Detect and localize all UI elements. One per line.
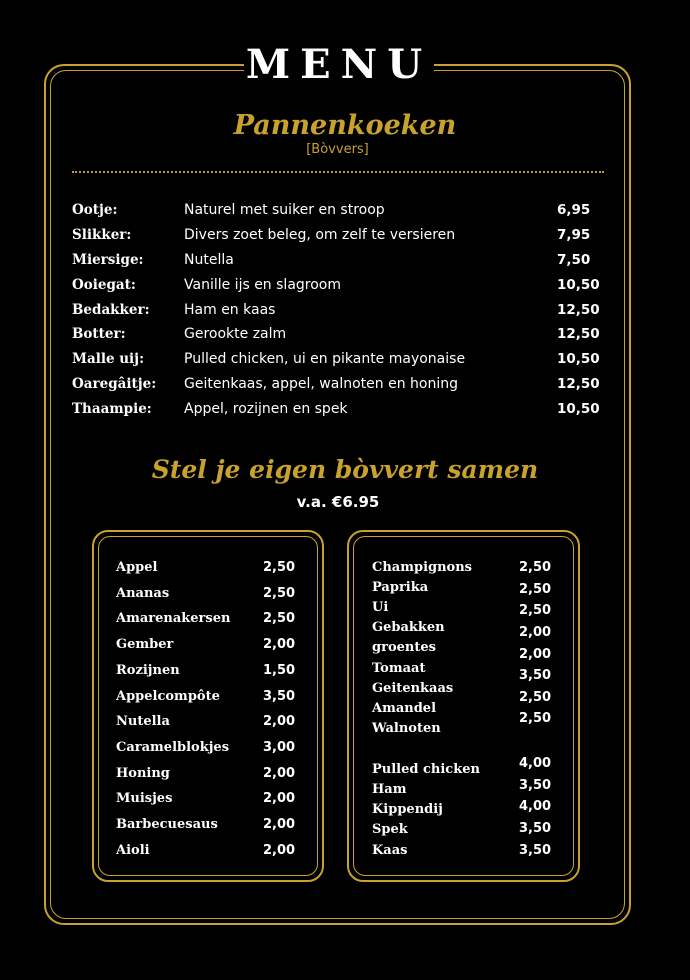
topping-price: 2,50	[263, 585, 296, 601]
topping-price: 2,50	[519, 560, 552, 575]
item-desc: Pulled chicken, ui en pikante mayonaise	[184, 351, 466, 368]
item-name: Oaregâitje:	[72, 375, 157, 392]
from-price: v.a. €6.95	[296, 493, 380, 511]
menu-item	[72, 297, 602, 322]
topping-price: 3,50	[519, 668, 552, 683]
pannenkoeken-heading: Pannenkoeken	[233, 110, 457, 141]
topping-name: Ham	[372, 782, 407, 797]
item-price: 10,50	[557, 400, 600, 417]
item-price: 10,50	[557, 276, 600, 293]
topping-name: Nutella	[116, 714, 170, 730]
item-price: 12,50	[557, 301, 600, 318]
topping-price: 2,50	[263, 560, 296, 575]
topping-name: Kippendij	[372, 802, 443, 817]
topping-name: Paprika	[372, 580, 429, 595]
topping-name: groentes	[372, 640, 436, 655]
pannenkoeken-list	[72, 198, 602, 421]
item-price: 12,50	[557, 326, 600, 343]
topping-name: Appel	[116, 560, 158, 575]
topping-price: 4,00	[519, 799, 552, 814]
topping-price: 4,00	[519, 756, 552, 771]
item-price: 6,95	[557, 202, 591, 219]
menu-title: MENU	[245, 41, 433, 88]
topping-price: 2,00	[263, 817, 296, 832]
topping-name: Kaas	[372, 843, 408, 858]
item-name: Slikker:	[72, 227, 132, 244]
topping-price: 3,50	[519, 778, 552, 793]
topping-price: 2,00	[519, 625, 552, 640]
item-desc: Geitenkaas, appel, walnoten en honing	[184, 375, 458, 392]
item-name: Bedakker:	[72, 301, 150, 318]
topping-name: Aioli	[116, 842, 150, 858]
topping-price: 3,00	[263, 739, 296, 755]
topping-name: Gember	[116, 637, 174, 653]
topping-price: 2,00	[263, 714, 296, 730]
item-desc: Ham en kaas	[184, 301, 276, 318]
item-desc: Divers zoet beleg, om zelf te versieren	[184, 227, 456, 244]
menu-item	[72, 396, 602, 421]
bovvers-subtitle: [Bòvvers]	[306, 142, 369, 157]
build-your-own-heading: Stel je eigen bòvvert samen	[151, 455, 539, 484]
topping-name: Caramelblokjes	[116, 739, 230, 755]
item-desc: Vanille ijs en slagroom	[184, 276, 342, 293]
topping-price: 2,00	[263, 765, 296, 781]
dotted-divider	[72, 171, 604, 173]
menu-item	[72, 198, 602, 223]
menu-item	[72, 248, 602, 273]
topping-name: Amarenakersen	[116, 611, 231, 627]
topping-price: 2,50	[519, 690, 552, 705]
topping-name: Pulled chicken	[372, 762, 480, 777]
topping-name: Barbecuesaus	[116, 817, 218, 832]
topping-price: 1,50	[263, 662, 296, 678]
topping-price: 2,00	[263, 791, 296, 807]
topping-name: Ui	[372, 600, 389, 615]
item-name: Botter:	[72, 326, 126, 343]
topping-name: Rozijnen	[116, 662, 180, 678]
topping-name: Tomaat	[372, 661, 426, 676]
item-desc: Naturel met suiker en stroop	[184, 202, 385, 219]
topping-price: 2,50	[519, 711, 552, 726]
item-name: Malle uij:	[72, 351, 145, 368]
topping-name: Amandel	[372, 701, 437, 716]
item-price: 7,50	[557, 251, 591, 268]
topping-price: 2,50	[263, 611, 296, 627]
item-name: Miersige:	[72, 251, 144, 268]
topping-price: 2,00	[263, 842, 296, 858]
menu-item	[72, 223, 602, 248]
topping-price: 2,00	[519, 647, 552, 662]
item-desc: Nutella	[184, 251, 234, 268]
topping-price: 3,50	[263, 688, 296, 704]
topping-name: Champignons	[372, 560, 472, 575]
topping-price: 3,50	[519, 821, 552, 836]
menu-item	[72, 272, 602, 297]
topping-name: Walnoten	[372, 721, 441, 736]
menu-item	[72, 347, 602, 372]
item-price: 12,50	[557, 375, 600, 392]
topping-price: 2,00	[263, 637, 296, 653]
item-name: Ootje:	[72, 202, 118, 219]
topping-name: Honing	[116, 765, 170, 781]
menu-item	[72, 372, 602, 397]
item-name: Thaampie:	[72, 400, 152, 417]
topping-name: Appelcompôte	[116, 688, 220, 704]
topping-name: Ananas	[116, 585, 170, 601]
topping-name: Gebakken	[372, 620, 445, 635]
item-name: Ooiegat:	[72, 276, 136, 293]
menu-item	[72, 322, 602, 347]
item-price: 10,50	[557, 351, 600, 368]
topping-price: 3,50	[519, 843, 552, 858]
topping-price: 2,50	[519, 582, 552, 597]
item-price: 7,95	[557, 227, 591, 244]
topping-name: Muisjes	[116, 791, 173, 807]
topping-name: Geitenkaas	[372, 681, 454, 696]
topping-name: Spek	[372, 822, 408, 837]
topping-price: 2,50	[519, 603, 552, 618]
item-desc: Appel, rozijnen en spek	[184, 400, 348, 417]
item-desc: Gerookte zalm	[184, 326, 287, 343]
